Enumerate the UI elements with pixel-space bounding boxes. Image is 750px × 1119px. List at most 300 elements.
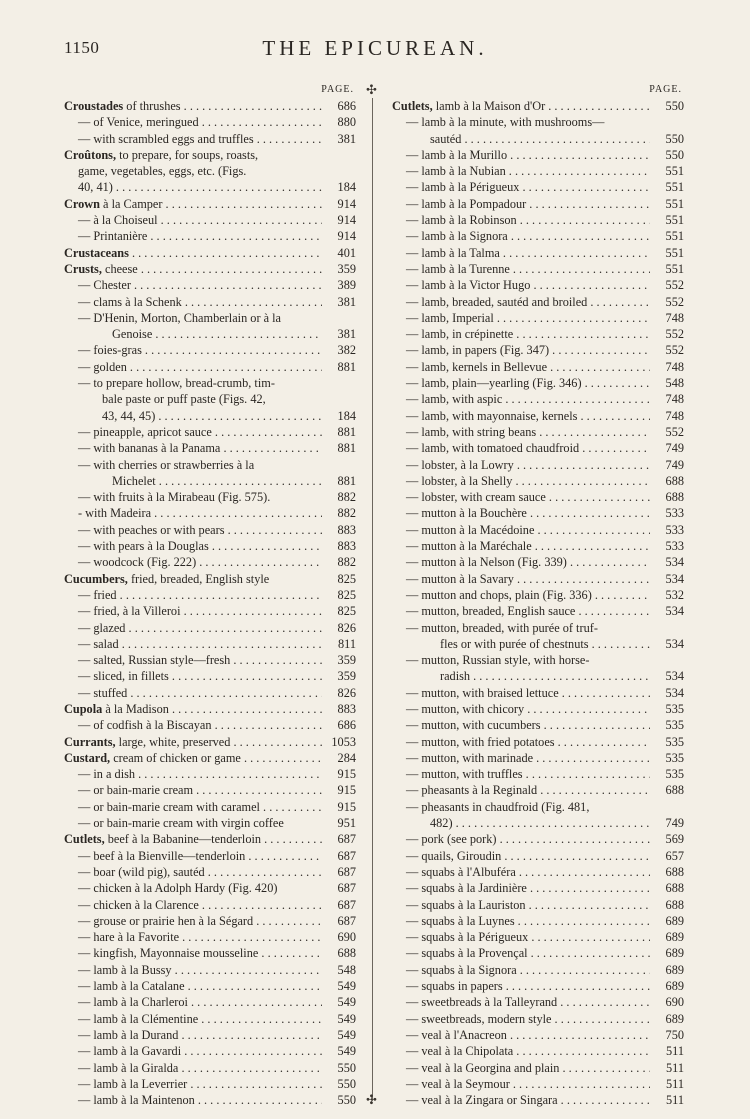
entry-text bbox=[392, 994, 650, 1010]
entry-text bbox=[392, 359, 650, 375]
entry-text bbox=[392, 897, 650, 913]
entry-text bbox=[392, 408, 650, 424]
entry-text bbox=[392, 603, 650, 619]
entry-label: — mutton, with marinade bbox=[406, 750, 534, 765]
index-entry bbox=[392, 782, 684, 798]
entry-label: — hare à la Favorite bbox=[78, 930, 180, 945]
entry-label: - with Madeira bbox=[78, 506, 152, 521]
entry-page-number: 688 bbox=[665, 897, 684, 912]
index-entry bbox=[392, 913, 684, 929]
entry-page-number: 825 bbox=[337, 604, 356, 619]
entry-heading: Currants, bbox=[64, 734, 116, 749]
entry-label: — lamb à la minute, with mushrooms— bbox=[406, 115, 605, 130]
entry-label: — quails, Giroudin bbox=[406, 848, 502, 863]
entry-label: — lobster, with cream sauce bbox=[406, 490, 546, 505]
entry-text bbox=[392, 538, 650, 554]
entry-text bbox=[64, 391, 322, 407]
entry-page-number: 915 bbox=[337, 799, 356, 814]
entry-text bbox=[64, 782, 322, 798]
index-entry bbox=[64, 440, 356, 456]
entry-page-number: 552 bbox=[665, 343, 684, 358]
index-entry bbox=[392, 179, 684, 195]
entry-label: — veal à la Zingara or Singara bbox=[406, 1093, 558, 1108]
entry-label: 43, 44, 45) bbox=[102, 408, 156, 423]
entry-label: — lamb à la Bussy bbox=[78, 962, 172, 977]
index-entry bbox=[392, 994, 684, 1010]
entry-text bbox=[392, 505, 650, 521]
entry-text bbox=[64, 685, 322, 701]
entry-label: — fried, à la Villeroi bbox=[78, 604, 181, 619]
entry-text bbox=[392, 880, 650, 896]
index-entry bbox=[64, 277, 356, 293]
index-entry bbox=[64, 114, 356, 130]
index-entry bbox=[64, 261, 356, 277]
index-entry bbox=[392, 342, 684, 358]
index-entry bbox=[392, 620, 684, 636]
index-entry bbox=[392, 571, 684, 587]
index-entry bbox=[392, 897, 684, 913]
index-entry bbox=[392, 457, 684, 473]
left-entries bbox=[64, 98, 356, 1108]
entry-label: — squabs à la Luynes bbox=[406, 913, 515, 928]
entry-label: — lamb à la Talma bbox=[406, 245, 500, 260]
entry-label: — veal à la Chipolata bbox=[406, 1044, 514, 1059]
entry-label: — veal à l'Anacreon bbox=[406, 1027, 507, 1042]
entry-page-number: 569 bbox=[665, 832, 684, 847]
index-entry bbox=[64, 978, 356, 994]
index-entry bbox=[392, 717, 684, 733]
entry-text bbox=[392, 391, 650, 407]
entry-label: — sliced, in fillets bbox=[78, 669, 169, 684]
entry-text bbox=[392, 750, 650, 766]
index-entry bbox=[64, 636, 356, 652]
entry-text bbox=[64, 359, 322, 375]
entry-page-number: 550 bbox=[665, 147, 684, 162]
index-column-left bbox=[64, 84, 356, 1108]
index-entry bbox=[392, 1011, 684, 1027]
entry-label: — lamb à la Maintenon bbox=[78, 1093, 195, 1108]
entry-label: — with peaches or with pears bbox=[78, 522, 225, 537]
entry-page-number: 551 bbox=[665, 245, 684, 260]
entry-text bbox=[64, 554, 322, 570]
entry-label: — chicken à la Adolph Hardy (Fig. 420) bbox=[78, 881, 278, 896]
entry-page-number: 687 bbox=[337, 848, 356, 863]
entry-label: — squabs à l'Albuféra bbox=[406, 864, 516, 879]
entry-page-number: 826 bbox=[337, 620, 356, 635]
entry-page-number: 389 bbox=[337, 278, 356, 293]
entry-label: — mutton, with fried potatoes bbox=[406, 734, 555, 749]
index-entry bbox=[64, 1092, 356, 1108]
index-entry bbox=[392, 375, 684, 391]
index-entry bbox=[64, 294, 356, 310]
index-entry bbox=[392, 978, 684, 994]
index-entry bbox=[392, 310, 684, 326]
entry-label: large, white, preserved bbox=[115, 734, 231, 749]
index-entry bbox=[392, 587, 684, 603]
entry-text bbox=[392, 457, 650, 473]
entry-page-number: 184 bbox=[337, 180, 356, 195]
entry-page-number: 549 bbox=[337, 1011, 356, 1026]
index-entry bbox=[392, 131, 684, 147]
entry-text bbox=[392, 1060, 650, 1076]
entry-page-number: 552 bbox=[665, 294, 684, 309]
entry-text bbox=[392, 945, 650, 961]
entry-page-number: 882 bbox=[337, 555, 356, 570]
index-entry bbox=[64, 98, 356, 114]
entry-text bbox=[64, 652, 322, 668]
entry-text bbox=[392, 652, 650, 668]
entry-text bbox=[64, 489, 322, 505]
page-column-label: PAGE. bbox=[649, 84, 682, 95]
entry-text bbox=[64, 538, 322, 554]
index-entry bbox=[64, 717, 356, 733]
entry-label: — squabs à la Provençal bbox=[406, 946, 528, 961]
entry-page-number: 689 bbox=[665, 962, 684, 977]
entry-label: — chicken à la Clarence bbox=[78, 897, 199, 912]
entry-label: — lamb à la Victor Hugo bbox=[406, 278, 531, 293]
entry-text bbox=[392, 1076, 650, 1092]
entry-page-number: 750 bbox=[665, 1027, 684, 1042]
entry-heading: Croûtons, bbox=[64, 147, 117, 162]
entry-text bbox=[64, 375, 322, 391]
index-entry bbox=[392, 163, 684, 179]
entry-label: — Printanière bbox=[78, 229, 148, 244]
entry-label: — to prepare hollow, bread-crumb, tim- bbox=[78, 376, 275, 391]
index-entry bbox=[392, 359, 684, 375]
entry-text bbox=[64, 880, 322, 896]
entry-page-number: 689 bbox=[665, 946, 684, 961]
entry-label: — foies-gras bbox=[78, 343, 142, 358]
entry-text bbox=[64, 571, 322, 587]
index-entry bbox=[392, 554, 684, 570]
index-entry bbox=[64, 766, 356, 782]
index-entry bbox=[64, 880, 356, 896]
entry-page-number: 687 bbox=[337, 864, 356, 879]
entry-text bbox=[392, 913, 650, 929]
entry-label: — of codfish à la Biscayan bbox=[78, 718, 212, 733]
entry-page-number: 657 bbox=[665, 848, 684, 863]
entry-page-number: 549 bbox=[337, 995, 356, 1010]
index-entry bbox=[392, 603, 684, 619]
entry-label: — fried bbox=[78, 587, 117, 602]
entry-text bbox=[64, 294, 322, 310]
entry-page-number: 1053 bbox=[331, 734, 356, 749]
index-entry bbox=[392, 701, 684, 717]
entry-page-number: 882 bbox=[337, 506, 356, 521]
entry-page-number: 550 bbox=[665, 131, 684, 146]
entry-text bbox=[392, 131, 650, 147]
entry-page-number: 551 bbox=[665, 229, 684, 244]
entry-label: cream of chicken or game bbox=[110, 750, 241, 765]
entry-text bbox=[64, 1011, 322, 1027]
entry-label: — mutton à la Macédoine bbox=[406, 522, 535, 537]
entry-page-number: 284 bbox=[337, 750, 356, 765]
entry-label: — pineapple, apricot sauce bbox=[78, 424, 212, 439]
entry-text bbox=[392, 212, 650, 228]
entry-page-number: 881 bbox=[337, 441, 356, 456]
entry-label: — kingfish, Mayonnaise mousseline bbox=[78, 946, 259, 961]
entry-label: beef à la Babanine—tenderloin bbox=[104, 832, 262, 847]
index-entry bbox=[64, 554, 356, 570]
entry-text bbox=[392, 717, 650, 733]
index-entry bbox=[64, 831, 356, 847]
entry-label: — pork (see pork) bbox=[406, 832, 497, 847]
entry-text bbox=[392, 864, 650, 880]
index-entry bbox=[64, 538, 356, 554]
entry-text bbox=[64, 1060, 322, 1076]
entry-page-number: 825 bbox=[337, 587, 356, 602]
entry-page-number: 749 bbox=[665, 816, 684, 831]
entry-label: — mutton, breaded, English sauce bbox=[406, 604, 576, 619]
right-entries bbox=[392, 98, 684, 1108]
entry-page-number: 551 bbox=[665, 213, 684, 228]
index-entry bbox=[64, 1060, 356, 1076]
entry-text bbox=[64, 310, 322, 326]
entry-page-number: 687 bbox=[337, 881, 356, 896]
column-divider bbox=[372, 98, 373, 1101]
entry-text bbox=[64, 1043, 322, 1059]
index-entry bbox=[64, 163, 356, 179]
entry-page-number: 552 bbox=[665, 278, 684, 293]
entry-page-number: 534 bbox=[665, 604, 684, 619]
index-entry bbox=[64, 799, 356, 815]
entry-text bbox=[392, 440, 650, 456]
entry-text bbox=[392, 277, 650, 293]
entry-label: Michelet bbox=[112, 473, 156, 488]
entry-text bbox=[392, 978, 650, 994]
entry-label: — lamb à la Charleroi bbox=[78, 995, 188, 1010]
index-entry bbox=[64, 147, 356, 163]
index-entry bbox=[64, 750, 356, 766]
entry-text bbox=[392, 261, 650, 277]
entry-page-number: 184 bbox=[337, 408, 356, 423]
entry-page-number: 749 bbox=[665, 457, 684, 472]
entry-label: — or bain-marie cream with virgin coffee bbox=[78, 816, 284, 831]
entry-page-number: 511 bbox=[666, 1060, 684, 1075]
entry-page-number: 534 bbox=[665, 669, 684, 684]
entry-label: — lamb, with string beans bbox=[406, 424, 537, 439]
index-entry bbox=[392, 261, 684, 277]
entry-label: — mutton à la Maréchale bbox=[406, 539, 532, 554]
index-entry bbox=[64, 179, 356, 195]
index-entry bbox=[392, 945, 684, 961]
index-entry bbox=[64, 424, 356, 440]
entry-text bbox=[64, 179, 322, 195]
entry-text bbox=[64, 457, 322, 473]
index-entry bbox=[392, 294, 684, 310]
entry-page-number: 687 bbox=[337, 832, 356, 847]
entry-heading: Crusts, bbox=[64, 261, 102, 276]
index-entry bbox=[392, 277, 684, 293]
index-entry bbox=[392, 848, 684, 864]
index-entry bbox=[64, 782, 356, 798]
entry-label: — lamb à la Leverrier bbox=[78, 1076, 188, 1091]
entry-text bbox=[392, 620, 650, 636]
entry-page-number: 883 bbox=[337, 539, 356, 554]
entry-label: — mutton and chops, plain (Fig. 336) bbox=[406, 587, 592, 602]
entry-page-number: 748 bbox=[665, 359, 684, 374]
entry-text bbox=[64, 98, 322, 114]
entry-page-number: 883 bbox=[337, 522, 356, 537]
entry-text bbox=[64, 929, 322, 945]
entry-page-number: 914 bbox=[337, 213, 356, 228]
index-entry bbox=[392, 440, 684, 456]
entry-page-number: 881 bbox=[337, 473, 356, 488]
entry-label: Genoise bbox=[112, 327, 153, 342]
entry-page-number: 549 bbox=[337, 979, 356, 994]
entry-text bbox=[64, 408, 322, 424]
index-entry bbox=[392, 685, 684, 701]
index-entry bbox=[64, 489, 356, 505]
entry-page-number: 511 bbox=[666, 1044, 684, 1059]
entry-page-number: 511 bbox=[666, 1093, 684, 1108]
entry-text bbox=[64, 945, 322, 961]
entry-page-number: 535 bbox=[665, 767, 684, 782]
index-entry bbox=[64, 212, 356, 228]
entry-label: — lamb à la Pompadour bbox=[406, 196, 527, 211]
entry-label: — lamb, with tomatoed chaudfroid bbox=[406, 441, 580, 456]
entry-label: — lobster, à la Shelly bbox=[406, 473, 513, 488]
index-entry bbox=[64, 603, 356, 619]
entry-label: bale paste or puff paste (Figs. 42, bbox=[102, 392, 266, 407]
entry-text bbox=[392, 782, 650, 798]
entry-label: — golden bbox=[78, 359, 127, 374]
entry-page-number: 551 bbox=[665, 261, 684, 276]
entry-page-number: 826 bbox=[337, 685, 356, 700]
entry-label: — in a dish bbox=[78, 767, 136, 782]
entry-label: à la Camper bbox=[99, 196, 163, 211]
entry-page-number: 951 bbox=[337, 816, 356, 831]
entry-label: à la Madison bbox=[102, 701, 169, 716]
entry-text bbox=[392, 587, 650, 603]
entry-page-number: 811 bbox=[338, 636, 356, 651]
index-entry bbox=[64, 913, 356, 929]
entry-text bbox=[392, 310, 650, 326]
entry-label: — or bain-marie cream with caramel bbox=[78, 799, 260, 814]
entry-page-number: 533 bbox=[665, 522, 684, 537]
entry-page-number: 533 bbox=[665, 539, 684, 554]
entry-page-number: 381 bbox=[337, 131, 356, 146]
entry-text bbox=[64, 815, 322, 831]
entry-text bbox=[64, 668, 322, 684]
entry-label: — lamb, breaded, sautéd and broiled bbox=[406, 294, 588, 309]
entry-label: 482) bbox=[430, 816, 453, 831]
index-entry bbox=[64, 620, 356, 636]
entry-text bbox=[64, 994, 322, 1010]
entry-text bbox=[392, 147, 650, 163]
entry-page-number: 532 bbox=[665, 587, 684, 602]
entry-label: — à la Choiseul bbox=[78, 213, 158, 228]
index-entry bbox=[392, 147, 684, 163]
entry-text bbox=[64, 848, 322, 864]
index-entry bbox=[392, 1076, 684, 1092]
entry-label: — mutton à la Savary bbox=[406, 571, 514, 586]
index-entry bbox=[64, 668, 356, 684]
entry-label: — stuffed bbox=[78, 685, 128, 700]
entry-label: — pheasants in chaudfroid (Fig. 481, bbox=[406, 799, 590, 814]
entry-text bbox=[392, 766, 650, 782]
entry-page-number: 550 bbox=[337, 1093, 356, 1108]
entry-page-number: 381 bbox=[337, 294, 356, 309]
entry-heading: Cutlets, bbox=[392, 99, 433, 113]
entry-label: — lamb à la Clémentine bbox=[78, 1011, 199, 1026]
entry-page-number: 689 bbox=[665, 1011, 684, 1026]
index-entry bbox=[64, 864, 356, 880]
entry-page-number: 552 bbox=[665, 424, 684, 439]
entry-text bbox=[64, 277, 322, 293]
ornament-bottom-icon: ✣ bbox=[366, 1092, 377, 1107]
entry-heading: Cutlets, bbox=[64, 832, 105, 847]
entry-label: — D'Henin, Morton, Chamberlain or à la bbox=[78, 310, 282, 325]
index-entry bbox=[64, 473, 356, 489]
entry-page-number: 535 bbox=[665, 701, 684, 716]
entry-text bbox=[64, 1092, 322, 1108]
entry-label: — salad bbox=[78, 636, 119, 651]
entry-label: — Chester bbox=[78, 278, 131, 293]
entry-label: — with scrambled eggs and truffles bbox=[78, 131, 254, 146]
entry-page-number: 359 bbox=[337, 261, 356, 276]
entry-label: — sweetbreads à la Talleyrand bbox=[406, 995, 558, 1010]
index-entry bbox=[64, 701, 356, 717]
entry-label: — lamb à la Robinson bbox=[406, 213, 517, 228]
page-header bbox=[0, 38, 750, 64]
index-entry bbox=[392, 668, 684, 684]
entry-text bbox=[392, 815, 650, 831]
entry-page-number: 686 bbox=[337, 718, 356, 733]
index-column-right bbox=[392, 84, 684, 1108]
entry-page-number: 881 bbox=[337, 424, 356, 439]
index-entry bbox=[392, 815, 684, 831]
entry-label: — beef à la Bienville—tenderloin bbox=[78, 848, 246, 863]
index-entry bbox=[64, 587, 356, 603]
entry-label: — pheasants à la Reginald bbox=[406, 783, 538, 798]
entry-text bbox=[392, 375, 650, 391]
entry-page-number: 534 bbox=[665, 685, 684, 700]
entry-page-number: 535 bbox=[665, 734, 684, 749]
entry-label: — lamb à la Giralda bbox=[78, 1060, 179, 1075]
entry-label: — salted, Russian style—fresh bbox=[78, 653, 231, 668]
entry-text bbox=[64, 978, 322, 994]
entry-label: — of Venice, meringued bbox=[78, 115, 199, 130]
entry-label: — lamb, in papers (Fig. 347) bbox=[406, 343, 550, 358]
entry-text bbox=[64, 587, 322, 603]
entry-label: — squabs à la Lauriston bbox=[406, 897, 526, 912]
entry-label: — lamb, in crépinette bbox=[406, 327, 514, 342]
entry-page-number: 535 bbox=[665, 718, 684, 733]
index-entry bbox=[392, 522, 684, 538]
entry-page-number: 689 bbox=[665, 979, 684, 994]
index-entry bbox=[392, 1060, 684, 1076]
entry-page-number: 533 bbox=[665, 506, 684, 521]
entry-page-number: 686 bbox=[337, 99, 356, 113]
entry-label: — lobster, à la Lowry bbox=[406, 457, 514, 472]
entry-text bbox=[64, 913, 322, 929]
entry-text bbox=[392, 294, 650, 310]
index-entry bbox=[64, 326, 356, 342]
entry-text bbox=[64, 522, 322, 538]
entry-page-number: 511 bbox=[666, 1076, 684, 1091]
entry-page-number: 915 bbox=[337, 783, 356, 798]
entry-page-number: 551 bbox=[665, 180, 684, 195]
entry-text bbox=[64, 114, 322, 130]
index-entry bbox=[392, 766, 684, 782]
entry-heading: Crustaceans bbox=[64, 245, 129, 260]
entry-label: — veal à la Georgina and plain bbox=[406, 1060, 560, 1075]
entry-page-number: 689 bbox=[665, 930, 684, 945]
entry-text bbox=[392, 179, 650, 195]
index-entry bbox=[64, 1043, 356, 1059]
entry-page-number: 687 bbox=[337, 913, 356, 928]
